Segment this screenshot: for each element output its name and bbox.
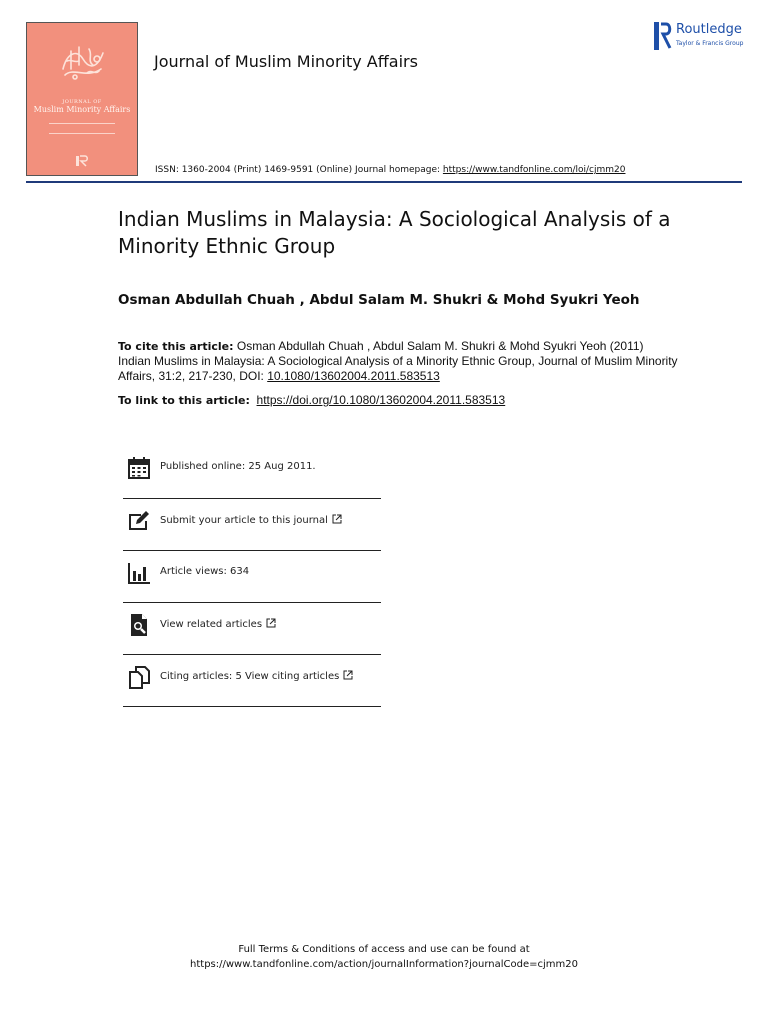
citing-articles-item[interactable]: [123, 655, 381, 707]
external-link-icon: [343, 670, 353, 680]
edit-icon: [127, 509, 151, 533]
citing-articles-link[interactable]: [160, 670, 353, 682]
cover-divider: [49, 123, 115, 124]
issn-text: ISSN: 1360-2004 (Print) 1469-9591 (Online) Journal homepage:: [155, 165, 443, 175]
cover-title: Muslim Minority Affairs: [33, 105, 131, 114]
journal-homepage-link[interactable]: https://www.tandfonline.com/loi/cjmm20: [442, 165, 626, 175]
link-label: To link to this article:: [118, 394, 250, 407]
routledge-r-icon: [654, 22, 672, 50]
related-articles-link[interactable]: [160, 618, 276, 630]
copy-documents-icon: [127, 665, 151, 689]
article-link-line: [118, 393, 505, 407]
published-online-item: [123, 446, 381, 499]
article-doi-url-link[interactable]: https://doi.org/10.1080/13602004.2011.583513: [256, 393, 506, 407]
footer: [0, 942, 768, 972]
publisher-logo[interactable]: [654, 22, 750, 50]
external-link-icon: [332, 514, 342, 524]
header-rule: [26, 181, 742, 183]
submit-article-item[interactable]: [123, 499, 381, 551]
cover-small-text: JOURNAL OF: [62, 99, 102, 105]
related-articles-text: View related articles: [160, 619, 263, 630]
publisher-subtitle: Taylor & Francis Group: [676, 40, 744, 47]
calendar-icon: [127, 456, 151, 480]
article-authors: Osman Abdullah Chuah , Abdul Salam M. Shukri & Mohd Syukri Yeoh: [118, 292, 640, 308]
submit-article-text: Submit your article to this journal: [160, 515, 328, 526]
article-meta-list: [123, 446, 381, 707]
footer-terms-text: Full Terms & Conditions of access and use can be found at: [238, 944, 530, 955]
doi-link[interactable]: 10.1080/13602004.2011.583513: [267, 369, 440, 383]
publisher-name: Routledge: [676, 22, 742, 37]
document-search-icon: [127, 613, 151, 637]
article-title: Indian Muslims in Malaysia: A Sociological Analysis of a Minority Ethnic Group: [118, 207, 671, 258]
issn-line: [155, 165, 625, 175]
citation-label: To cite this article:: [118, 340, 234, 353]
citation-text: Osman Abdullah Chuah , Abdul Salam M. Shukri & Mohd Syukri Yeoh (2011) Indian Muslims in Malaysia: A Sociological Analysis of a Minority Ethnic Group, Journal of Muslim Minority Affairs, 31:2, 217-230, DOI:: [118, 339, 678, 383]
cover-divider: [49, 133, 115, 134]
citing-articles-text: Citing articles: 5 View citing articles: [160, 671, 340, 682]
bar-chart-icon: [127, 561, 151, 585]
journal-name: Journal of Muslim Minority Affairs: [154, 52, 418, 71]
published-online-text: Published online: 25 Aug 2011.: [160, 461, 316, 472]
citation-block: [118, 339, 678, 384]
external-link-icon: [266, 618, 276, 628]
calligraphy-emblem-icon: [57, 39, 109, 85]
article-views-text: Article views: 634: [160, 566, 250, 577]
cover-publisher-logo-icon: [75, 155, 91, 167]
submit-article-link[interactable]: [160, 514, 342, 526]
article-views-item: [123, 551, 381, 603]
related-articles-item[interactable]: [123, 603, 381, 655]
footer-terms-url[interactable]: https://www.tandfonline.com/action/journalInformation?journalCode=cjmm20: [190, 959, 578, 970]
journal-cover-image: [26, 22, 138, 176]
